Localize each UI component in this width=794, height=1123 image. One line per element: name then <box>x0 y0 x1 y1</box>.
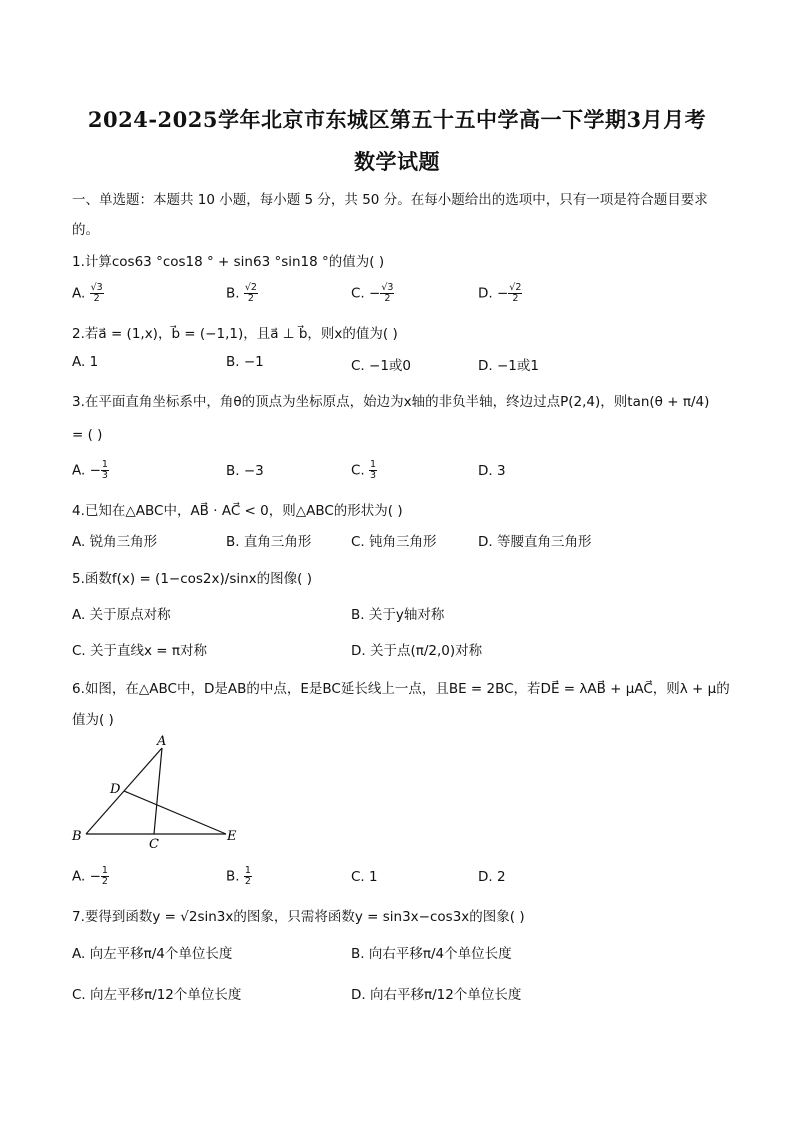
question-6-stem: 6.如图，在△ABC中，D是AB的中点，E是BC延长线上一点，且BE = 2BC，若DE⃗ = λAB⃗ + μAC⃗，则λ + μ的 <box>72 681 730 697</box>
q6-option-c: C. 1 <box>351 869 378 885</box>
q7-option-d: D. 向右平移π/12个单位长度 <box>351 987 522 1003</box>
exam-subtitle: 数学试题 <box>354 149 440 174</box>
q5-option-c: C. 关于直线x = π对称 <box>72 643 208 659</box>
question-1-stem: 1.计算cos63 °cos18 ° + sin63 °sin18 °的值为( ) <box>72 254 385 270</box>
q1-option-d: D. − $\frac{√2}{2}$ <box>478 282 522 304</box>
q1-option-c: C. − $\frac{√3}{2}$ <box>351 282 394 304</box>
q6-option-b: B. $\frac{1}{2}$ <box>226 865 251 887</box>
q1-option-b: B. $\frac{√2}{2}$ <box>226 282 257 304</box>
section-instructions: 一、单选题：本题共 10 小题，每小题 5 分，共 50 分。在每小题给出的选项中，只有一项是符合题目要求 <box>72 192 708 208</box>
exam-title: 2024-2025学年北京市东城区第五十五中学高一下学期3月月考 <box>87 107 707 132</box>
q3-option-b: B. −3 <box>226 463 264 479</box>
question-2-stem: 2.若a⃗ = (1,x)，b⃗ = (−1,1)，且a⃗ ⊥ b⃗，则x的值为( ) <box>72 326 398 342</box>
q2-option-c: C. −1或0 <box>351 358 412 374</box>
q6-option-d: D. 2 <box>478 869 506 885</box>
q4-option-c: C. 钝角三角形 <box>351 534 437 550</box>
question-3-stem: 3.在平面直角坐标系中，角θ的顶点为坐标原点，始边为x轴的非负半轴，终边过点P(2,4)，则tan(θ + π/4) <box>72 394 710 410</box>
q7-option-c: C. 向左平移π/12个单位长度 <box>72 987 242 1003</box>
segment-de <box>124 791 226 834</box>
q5-option-d: D. 关于点(π/2,0)对称 <box>351 643 483 659</box>
q6-option-a: A. − $\frac{1}{2}$ <box>72 865 108 887</box>
section-instructions-cont: 的。 <box>72 222 99 238</box>
q3-option-d: D. 3 <box>478 463 506 479</box>
point-c-label: C <box>149 837 159 852</box>
question-6-stem-cont: 值为( ) <box>72 712 114 728</box>
question-7-stem: 7.要得到函数y = √2sin3x的图象，只需将函数y = sin3x−cos3x的图象( ) <box>72 909 525 925</box>
segment-ac <box>154 748 162 834</box>
question-4-stem: 4.已知在△ABC中，AB⃗ · AC⃗ < 0，则△ABC的形状为( ) <box>72 503 403 519</box>
q7-option-a: A. 向左平移π/4个单位长度 <box>72 946 233 962</box>
point-e-label: E <box>227 829 237 844</box>
triangle-figure <box>60 730 260 855</box>
question-3-stem-cont: = ( ) <box>72 427 103 443</box>
q7-option-b: B. 向右平移π/4个单位长度 <box>351 946 512 962</box>
q3-option-c: C. $\frac{1}{3}$ <box>351 459 377 481</box>
q4-option-d: D. 等腰直角三角形 <box>478 534 592 550</box>
point-d-label: D <box>110 782 121 797</box>
question-5-stem: 5.函数f(x) = (1−cos2x)/sinx的图像( ) <box>72 571 312 587</box>
q2-option-a: A. 1 <box>72 354 99 370</box>
point-b-label: B <box>72 829 82 844</box>
q3-option-a: A. − $\frac{1}{3}$ <box>72 459 108 481</box>
q4-option-a: A. 锐角三角形 <box>72 534 158 550</box>
q2-option-d: D. −1或1 <box>478 358 539 374</box>
q1-option-a: A. $\frac{√3}{2}$ <box>72 282 103 304</box>
q5-option-b: B. 关于y轴对称 <box>351 607 445 623</box>
q4-option-b: B. 直角三角形 <box>226 534 312 550</box>
q5-option-a: A. 关于原点对称 <box>72 607 171 623</box>
q2-option-b: B. −1 <box>226 354 264 370</box>
point-a-label: A <box>157 734 167 749</box>
